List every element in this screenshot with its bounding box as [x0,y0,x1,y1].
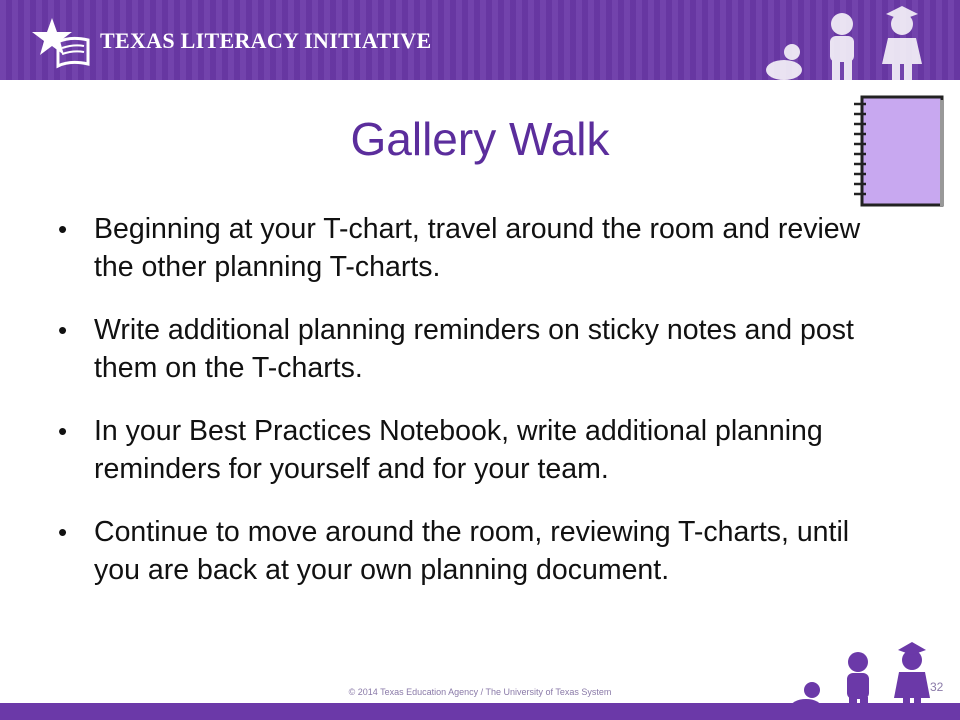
bullet-text: Continue to move around the room, reviewing T-charts, until you are back at your own planning document. [94,516,850,586]
texas-star-book-icon [30,12,92,70]
bullet-text: Beginning at your T-chart, travel around the room and review the other planning T-charts. [94,213,861,283]
bullet-text: Write additional planning reminders on sticky notes and post them on the T-charts. [94,314,854,384]
bullet-dot-icon: • [58,214,68,244]
children-silhouettes-icon [762,4,942,80]
bullet-item [56,412,886,488]
slide-number: 32 [930,680,944,694]
bullet-text: In your Best Practices Notebook, write additional planning reminders for yourself and for your team. [94,415,823,485]
copyright-text: © 2014 Texas Education Agency / The University of Texas System [348,687,612,697]
slide-title: Gallery Walk [350,113,610,165]
bullet-item [56,513,886,589]
footer-bar [0,703,960,720]
bullet-item [56,210,886,286]
bullet-dot-icon: • [58,517,68,547]
bullet-list [56,210,886,614]
bullet-dot-icon: • [58,315,68,345]
header-banner [0,0,960,80]
bullet-dot-icon: • [58,416,68,446]
brand-name: TEXAS LITERACY INITIATIVE [100,28,432,53]
bullet-item [56,311,886,387]
